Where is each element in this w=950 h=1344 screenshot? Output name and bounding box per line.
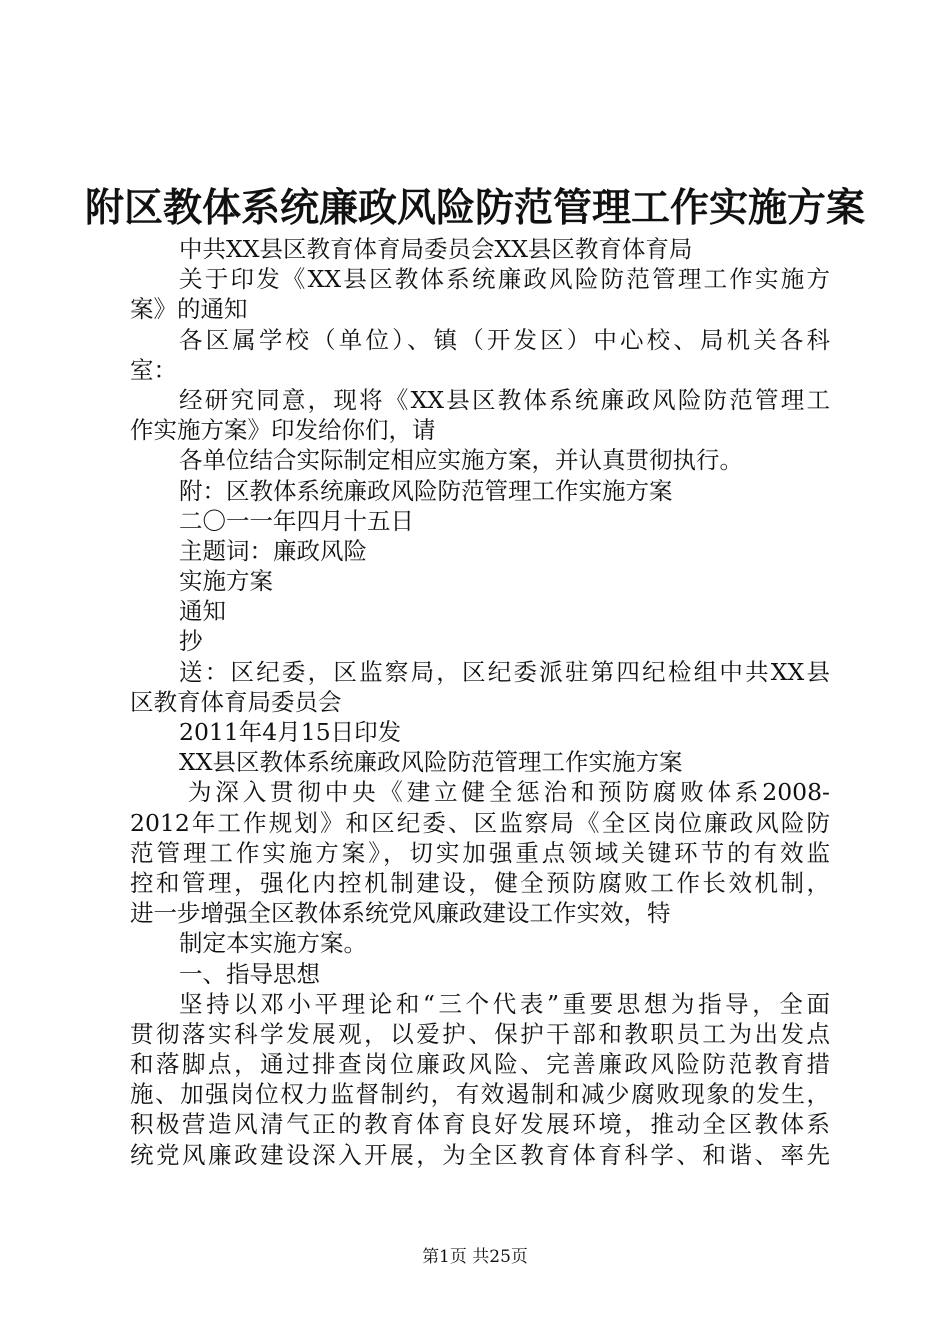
- print-date-line: 2011年4月15日印发: [179, 718, 402, 746]
- paragraph-line: 经研究同意，现将《XX县区教体系统廉政风险防范管理工: [179, 385, 830, 414]
- document-body: [130, 234, 830, 1170]
- recipients-line: 各区属学校（单位）、镇（开发区）中心校、局机关各科: [179, 325, 830, 354]
- keywords-line: 实施方案: [179, 567, 273, 596]
- cc-line: 抄: [179, 627, 203, 656]
- paragraph-line: 制定本实施方案。: [179, 929, 367, 958]
- keywords-line: 主题词：廉政风险: [179, 536, 367, 565]
- cc-line: 区教育体育局委员会: [130, 687, 342, 716]
- document-title: 附区教体系统廉政风险防范管理工作实施方案: [84, 185, 865, 231]
- paragraph-line: 贯彻落实科学发展观，以爱护、保护干部和教职员工为出发点: [130, 1019, 830, 1048]
- paragraph-line: 2012年工作规划》和区纪委、区监察局《全区岗位廉政风险防: [130, 808, 830, 837]
- issuer-line: 中共XX县区教育体育局委员会XX县区教育体育局: [179, 235, 693, 263]
- paragraph-line: 各单位结合实际制定相应实施方案，并认真贯彻执行。: [179, 446, 743, 475]
- section-heading: XX县区教体系统廉政风险防范管理工作实施方案: [179, 748, 683, 777]
- keywords-line: 通知: [179, 597, 226, 626]
- attachment-line: 附：区教体系统廉政风险防范管理工作实施方案: [179, 476, 673, 505]
- paragraph-line: 作实施方案》印发给你们，请: [130, 416, 436, 445]
- paragraph-line: 施、加强岗位权力监督制约，有效遏制和减少腐败现象的发生，: [130, 1080, 830, 1109]
- paragraph-line: 统党风廉政建设深入开展，为全区教育体育科学、和谐、率先: [130, 1140, 830, 1169]
- date-line: 二〇一一年四月十五日: [179, 506, 414, 535]
- page-number: 第1页 共25页: [422, 1247, 528, 1267]
- recipients-line: 室：: [130, 355, 177, 384]
- section-heading: 一、指导思想: [179, 959, 320, 988]
- cc-line: 送：区纪委，区监察局，区纪委派驻第四纪检组中共XX县: [179, 657, 830, 686]
- paragraph-line: 进一步增强全区教体系统党风廉政建设工作实效，特: [130, 899, 671, 928]
- paragraph-line: 坚持以邓小平理论和“三个代表”重要思想为指导，全面: [179, 989, 830, 1018]
- notice-title-line: 关于印发《XX县区教体系统廉政风险防范管理工作实施方: [179, 265, 830, 294]
- notice-title-line: 案》的通知: [130, 295, 248, 324]
- paragraph-line: 范管理工作实施方案》，切实加强重点领域关键环节的有效监: [130, 838, 830, 867]
- paragraph-line: 积极营造风清气正的教育体育良好发展环境，推动全区教体系: [130, 1110, 830, 1139]
- paragraph-line: 为深入贯彻中央《建立健全惩治和预防腐败体系2008-: [188, 778, 830, 807]
- paragraph-line: 和落脚点，通过排查岗位廉政风险、完善廉政风险防范教育措: [130, 1050, 830, 1079]
- paragraph-line: 控和管理，强化内控机制建设，健全预防腐败工作长效机制，: [130, 868, 830, 897]
